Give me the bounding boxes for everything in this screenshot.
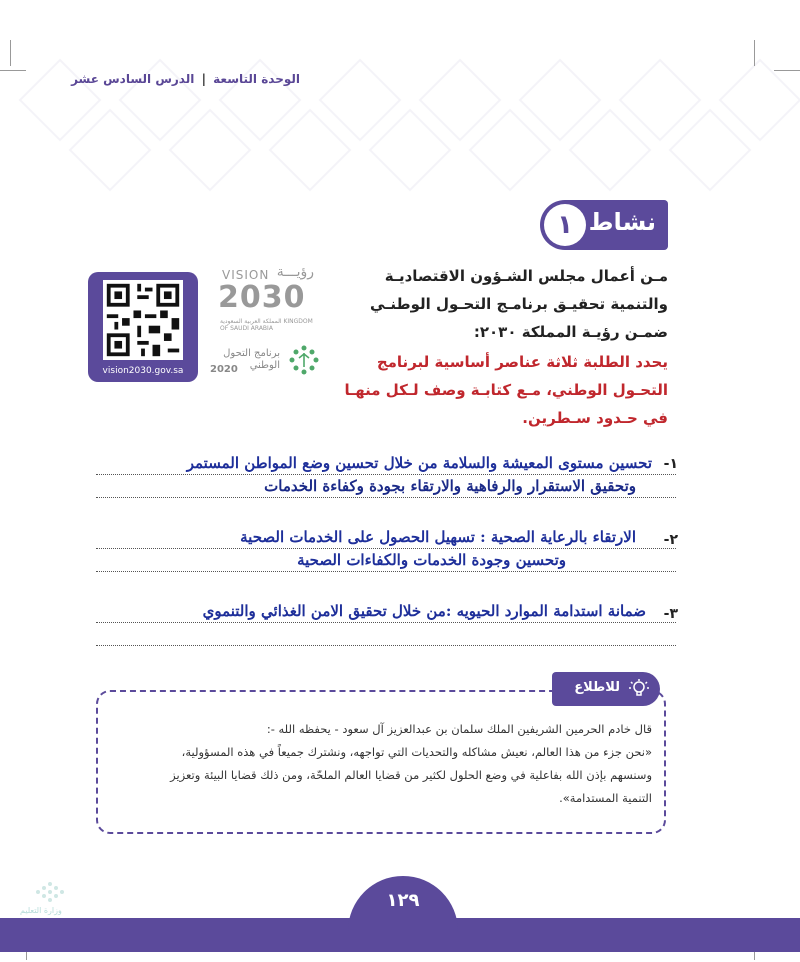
qr-url[interactable]: vision2030.gov.sa [102, 366, 184, 376]
crop-mark [0, 70, 26, 71]
answer-line [96, 475, 676, 498]
answer-handwriting: وتحقيق الاستقرار والرفاهية والارتقاء بجودة وكفاءة الخدمات [264, 477, 636, 495]
answer-handwriting: تحسين مستوى المعيشة والسلامة من خلال تحسين وضع المواطن المستمر [186, 454, 652, 472]
answer-3 [96, 600, 676, 646]
page-header [71, 72, 300, 86]
intro-text: مـن أعمال مجلس الشـؤون الاقتصاديـة والتنمية تحقيـق برنامـج التحـول الوطنـي ضمـن رؤيـة المملكة ٢٠٣٠: [370, 267, 668, 341]
vision-2030-logo [210, 262, 320, 332]
lightbulb-icon [628, 678, 650, 700]
vision-year: 2030 [218, 280, 306, 315]
activity-title: نشاط [588, 208, 656, 236]
answer-handwriting: الارتقاء بالرعاية الصحية : تسهيل الحصول على الخدمات الصحية [240, 528, 636, 546]
page-number-badge [348, 876, 458, 946]
info-line: قال خادم الحرمين الشريفين الملك سلمان بن عبدالعزيز آل سعود - يحفظه الله -: [266, 722, 652, 736]
activity-badge [540, 200, 668, 250]
activity-number: ١ [544, 204, 586, 246]
instruction-text: يحدد الطلبة ثلاثة عناصر أساسية لبرنامج التحـول الوطني، مـع كتابـة وصف لـكل منهـا في حـدود سـطرين. [344, 353, 668, 427]
crop-mark [754, 40, 755, 66]
info-tab-label: للاطلاع [574, 680, 620, 695]
answer-number: ٢- [663, 532, 678, 548]
qr-card[interactable] [88, 272, 198, 382]
crop-mark [10, 40, 11, 66]
qr-code-icon[interactable] [103, 280, 183, 360]
answer-2 [96, 526, 676, 572]
info-line: «نحن جزء من هذا العالم، نعيش مشاكله والتحديات التي تواجهه، ونشترك جميعاً في هذه المسؤولية، [181, 745, 652, 759]
answer-line [96, 526, 676, 549]
ministry-name: وزارة التعليم [20, 906, 62, 915]
info-line: التنمية المستدامة». [559, 791, 652, 805]
ntp-text: برنامج التحول الوطني [223, 348, 280, 371]
answer-handwriting: وتحسين وجودة الخدمات والكفاءات الصحية [297, 551, 566, 569]
info-line: وسنسهم بإذن الله بفاعلية في وضع الحلول لكثير من قضايا العالم الملحّة، ومن ذلك قضايا البيئة وتعزيز [170, 768, 652, 782]
page-number: ١٢٩ [386, 890, 420, 911]
info-text [112, 718, 652, 810]
header-separator: | [201, 72, 206, 86]
crop-mark [774, 70, 800, 71]
answer-line [96, 623, 676, 646]
answer-line [96, 549, 676, 572]
lesson-label: الدرس السادس عشر [71, 72, 195, 86]
answer-1 [96, 452, 676, 498]
unit-label: الوحدة التاسعة [213, 72, 300, 86]
vision-english: VISION [222, 268, 270, 282]
info-tab [552, 672, 660, 706]
vision-arabic: رؤيـــة [276, 264, 314, 280]
vision-subtitle: المملكة العربية السعودية KINGDOM OF SAUDI ARABIA [220, 318, 313, 332]
answer-line [96, 452, 676, 475]
answer-line [96, 600, 676, 623]
answer-number: ١- [663, 456, 678, 472]
answer-number: ٣- [663, 606, 678, 622]
ministry-emblem-icon [10, 880, 90, 906]
ntp-logo [210, 342, 330, 382]
ntp-year: 2020 [210, 364, 238, 375]
answer-handwriting: ضمانة استدامة الموارد الحيويه :من خلال تحقيق الامن الغذائي والتنموي [202, 602, 646, 620]
ntp-emblem-icon [284, 344, 324, 380]
